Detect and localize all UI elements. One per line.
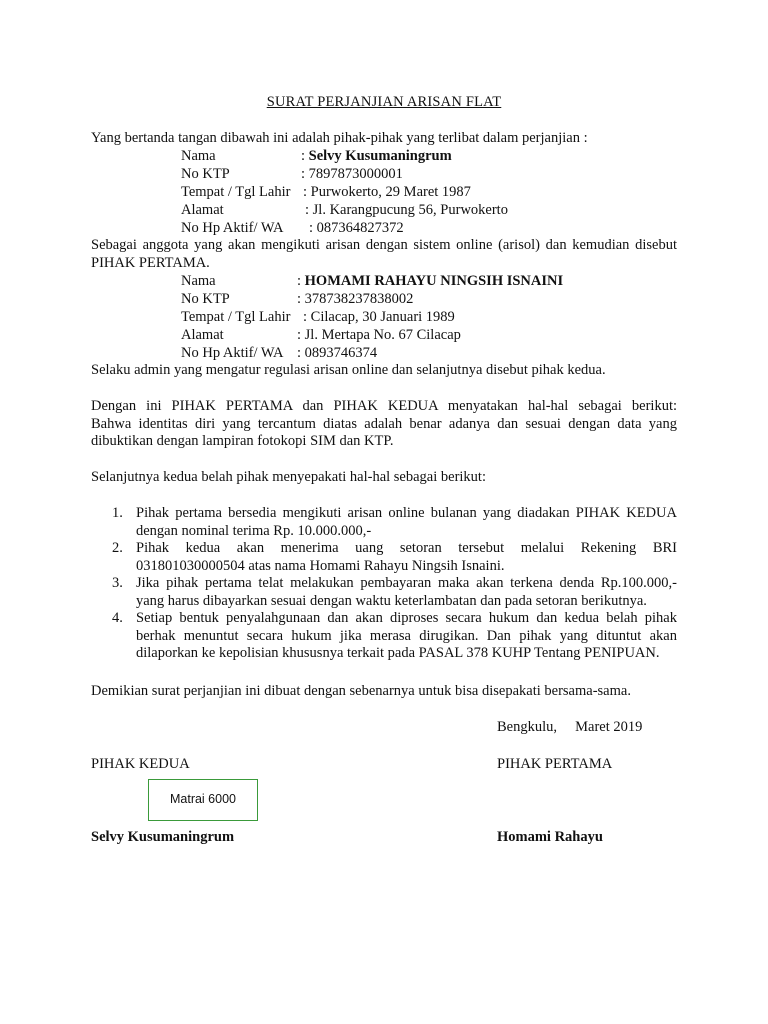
- statement-line1: Dengan ini PIHAK PERTAMA dan PIHAK KEDUA menyatakan hal-hal sebagai berikut:: [91, 398, 677, 414]
- party2-nama-sep: :: [297, 273, 305, 289]
- list-item-line: 031801030000504 atas nama Homami Rahayu Ningsih Isnaini.: [136, 557, 505, 574]
- stamp-box: [148, 779, 258, 821]
- party1-nama: Selvy Kusumaningrum: [308, 148, 452, 164]
- party1-ttl-label: Tempat / Tgl Lahir: [181, 184, 291, 200]
- left-signatory-name: Selvy Kusumaningrum: [91, 829, 235, 845]
- right-signatory-name: Homami Rahayu: [497, 829, 603, 845]
- list-item-line: Pihak kedua akan menerima uang setoran tersebut melalui Rekening BRI: [136, 540, 677, 556]
- statement-line2: Bahwa identitas diri yang tercantum diatas adalah benar adanya dan sesuai dengan data yang: [91, 415, 677, 432]
- list-item-number: 1.: [112, 505, 123, 521]
- left-signatory-role: PIHAK KEDUA: [91, 756, 190, 772]
- stamp-label: Matrai 6000: [169, 792, 236, 807]
- party2-ktp-value: : 378738237838002: [297, 291, 414, 307]
- place-date: Bengkulu, Maret 2019: [497, 719, 643, 735]
- party2-hp-label: No Hp Aktif/ WA: [181, 345, 284, 361]
- party1-desc-line2: PIHAK PERTAMA.: [91, 254, 210, 271]
- party1-hp-label: No Hp Aktif/ WA: [181, 220, 284, 236]
- document-title: SURAT PERJANJIAN ARISAN FLAT: [266, 94, 502, 110]
- intro-text: Yang bertanda tangan dibawah ini adalah pihak-pihak yang terlibat dalam perjanjian :: [91, 130, 588, 146]
- list-item: [91, 505, 677, 540]
- list-item-line: dengan nominal terima Rp. 10.000.000,-: [136, 522, 372, 539]
- party2-ktp-label: No KTP: [181, 291, 230, 307]
- statement-paragraph: [91, 398, 677, 451]
- list-item: [91, 540, 677, 575]
- list-item-number: 2.: [112, 540, 123, 556]
- list-item-number: 3.: [112, 575, 123, 591]
- party1-description: [91, 237, 677, 272]
- party1-ttl-value: : Purwokerto, 29 Maret 1987: [303, 184, 471, 200]
- party2-alamat-value: : Jl. Mertapa No. 67 Cilacap: [297, 327, 461, 343]
- party2-alamat-label: Alamat: [181, 327, 224, 343]
- party1-desc-line1: Sebagai anggota yang akan mengikuti arisan dengan sistem online (arisol) dan kemudian disebut: [91, 237, 677, 253]
- party2-hp-value: : 0893746374: [297, 345, 378, 361]
- list-item-line: Pihak pertama bersedia mengikuti arisan online bulanan yang diadakan PIHAK KEDUA: [136, 505, 677, 521]
- terms-list: [91, 505, 677, 663]
- closing-text: Demikian surat perjanjian ini dibuat dengan sebenarnya untuk bisa disepakati bersama-sama.: [91, 683, 631, 699]
- party2-nama-value: [297, 273, 563, 291]
- list-item-line: yang harus dibayarkan sesuai dengan waktu keterlambatan dan pada setoran berikutnya.: [136, 592, 647, 609]
- party1-hp-value: : 087364827372: [309, 220, 404, 236]
- list-item: [91, 610, 677, 663]
- agreement-intro: Selanjutnya kedua belah pihak menyepakati hal-hal sebagai berikut:: [91, 469, 486, 485]
- statement-line3: dibuktikan dengan lampiran fotokopi SIM dan KTP.: [91, 433, 394, 449]
- right-signatory-role: PIHAK PERTAMA: [497, 756, 613, 772]
- list-item-line: Setiap bentuk penyalahgunaan dan akan diproses secara hukum dan kedua belah pihak: [136, 610, 677, 626]
- party1-alamat-label: Alamat: [181, 202, 224, 218]
- party1-nama-label: Nama: [181, 148, 216, 164]
- party2-nama-label: Nama: [181, 273, 216, 289]
- party1-nama-sep: :: [301, 148, 309, 164]
- list-item-line: Jika pihak pertama telat melakukan pembayaran maka akan terkena denda Rp.100.000,-: [136, 575, 677, 591]
- party1-ktp-value: : 7897873000001: [301, 166, 403, 182]
- party2-ttl-value: : Cilacap, 30 Januari 1989: [303, 309, 455, 325]
- list-item-line: berhak menuntut secara hukum jika merasa dirugikan. Dan pihak yang dituntut akan: [136, 627, 677, 644]
- list-item-number: 4.: [112, 610, 123, 626]
- list-item-line: dilaporkan ke kepolisian khususnya terkait pada PASAL 378 KUHP Tentang PENIPUAN.: [136, 645, 660, 661]
- party2-ttl-label: Tempat / Tgl Lahir: [181, 309, 291, 325]
- party2-nama: HOMAMI RAHAYU NINGSIH ISNAINI: [304, 273, 564, 289]
- list-item: [91, 575, 677, 610]
- party1-ktp-label: No KTP: [181, 166, 230, 182]
- party1-nama-value: [301, 148, 452, 166]
- party2-description: Selaku admin yang mengatur regulasi arisan online dan selanjutnya disebut pihak kedua.: [91, 362, 606, 378]
- party1-alamat-value: : Jl. Karangpucung 56, Purwokerto: [305, 202, 508, 218]
